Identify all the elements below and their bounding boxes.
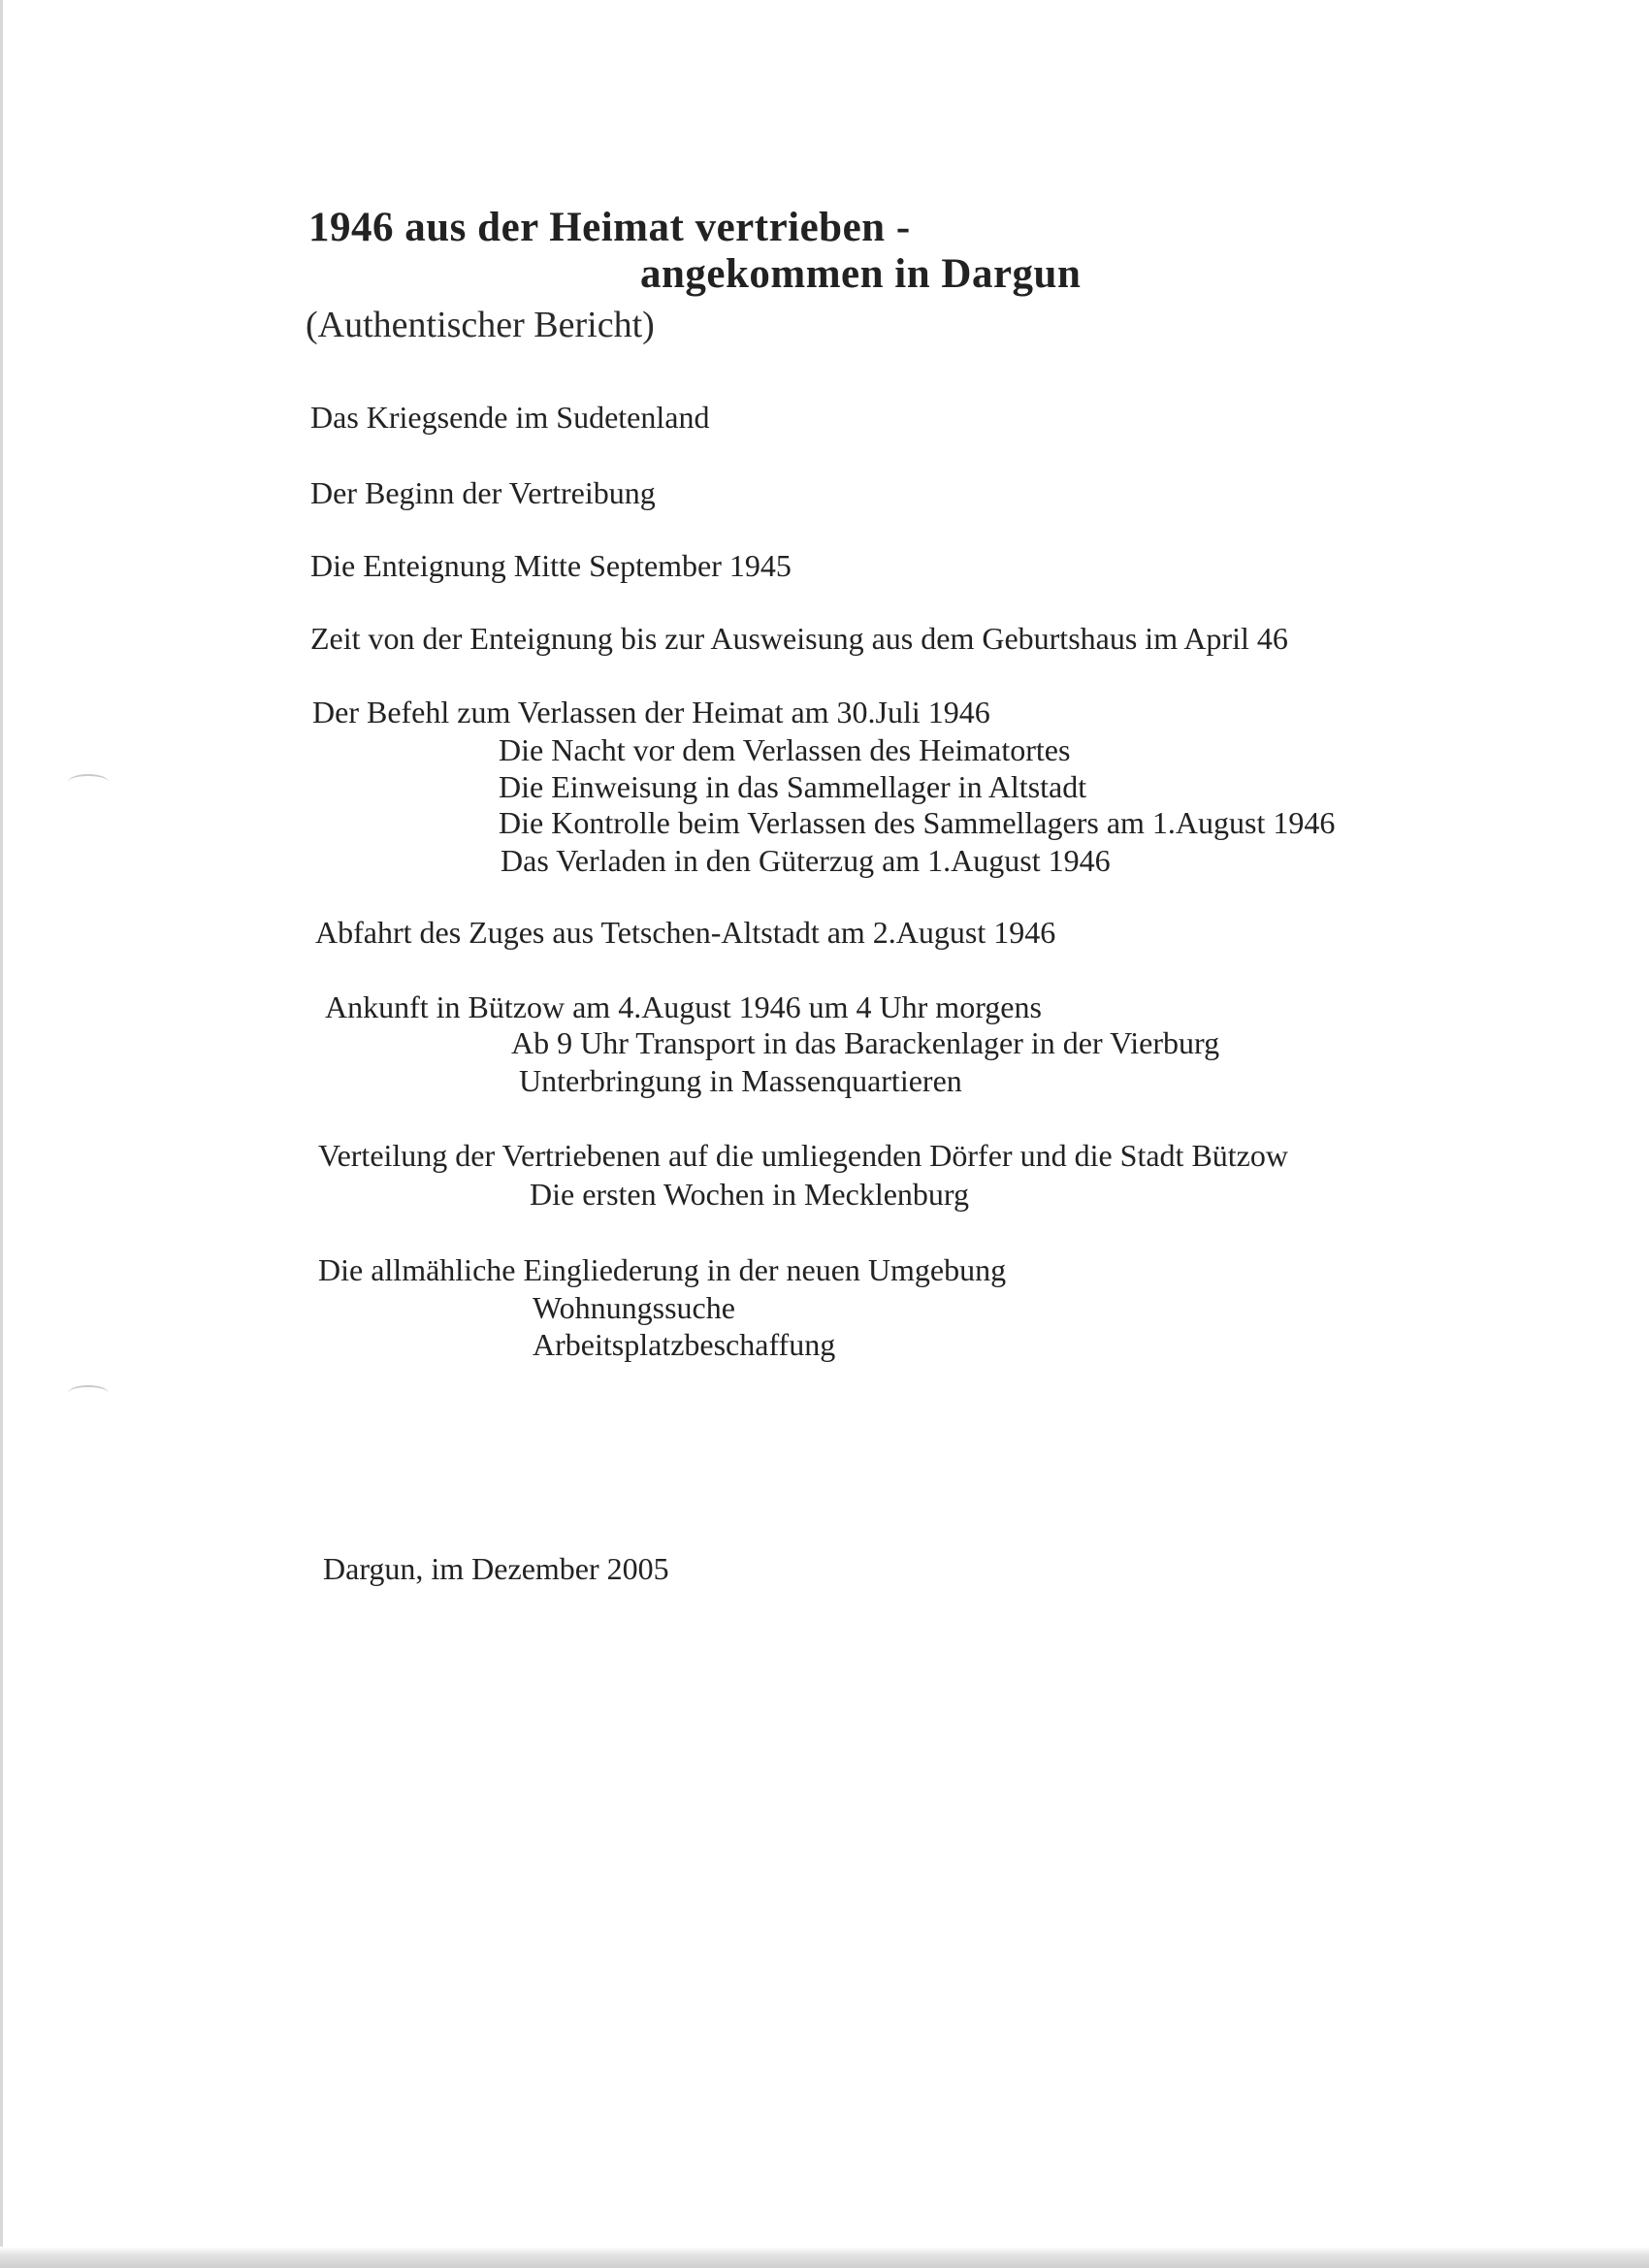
section-heading-zeit-bis-ausweisung: Zeit von der Enteignung bis zur Ausweisung aus dem Geburtshaus im April 46 [310,621,1288,656]
section-heading-befehl: Der Befehl zum Verlassen der Heimat am 30.Juli 1946 [312,695,990,729]
punch-hole-mark-lower [68,1385,109,1401]
section-heading-verteilung: Verteilung der Vertriebenen auf die umliegenden Dörfer und die Stadt Bützow [318,1138,1288,1173]
scan-edge-left [0,0,3,2268]
section-item-einweisung: Die Einweisung in das Sammellager in Altstadt [499,769,1087,804]
section-heading-ankunft: Ankunft in Bützow am 4.August 1946 um 4 Uhr morgens [325,989,1042,1024]
section-item-nacht: Die Nacht vor dem Verlassen des Heimatortes [499,732,1071,767]
punch-hole-mark-upper [68,774,109,790]
section-heading-enteignung: Die Enteignung Mitte September 1945 [310,548,792,583]
section-item-verladen: Das Verladen in den Güterzug am 1.August 1946 [501,843,1111,878]
document-title-line-1: 1946 aus der Heimat vertrieben - [308,205,911,250]
section-item-erste-wochen: Die ersten Wochen in Mecklenburg [530,1177,969,1212]
scan-edge-bottom [0,2247,1649,2268]
section-item-kontrolle: Die Kontrolle beim Verlassen des Sammellagers am 1.August 1946 [499,805,1336,840]
section-item-wohnungssuche: Wohnungssuche [533,1290,735,1325]
document-subtitle: (Authentischer Bericht) [306,305,655,345]
section-item-arbeitsplatz: Arbeitsplatzbeschaffung [533,1327,836,1362]
section-item-transport: Ab 9 Uhr Transport in das Barackenlager in der Vierburg [511,1025,1220,1060]
section-heading-abfahrt: Abfahrt des Zuges aus Tetschen-Altstadt am 2.August 1946 [315,915,1056,950]
section-heading-eingliederung: Die allmähliche Eingliederung in der neuen Umgebung [318,1252,1007,1287]
section-heading-beginn-vertreibung: Der Beginn der Vertreibung [310,475,656,510]
closing-place-date: Dargun, im Dezember 2005 [323,1551,669,1586]
section-heading-kriegsende: Das Kriegsende im Sudetenland [310,400,710,435]
document-title-line-2: angekommen in Dargun [640,251,1082,297]
section-item-unterbringung: Unterbringung in Massenquartieren [519,1063,962,1098]
